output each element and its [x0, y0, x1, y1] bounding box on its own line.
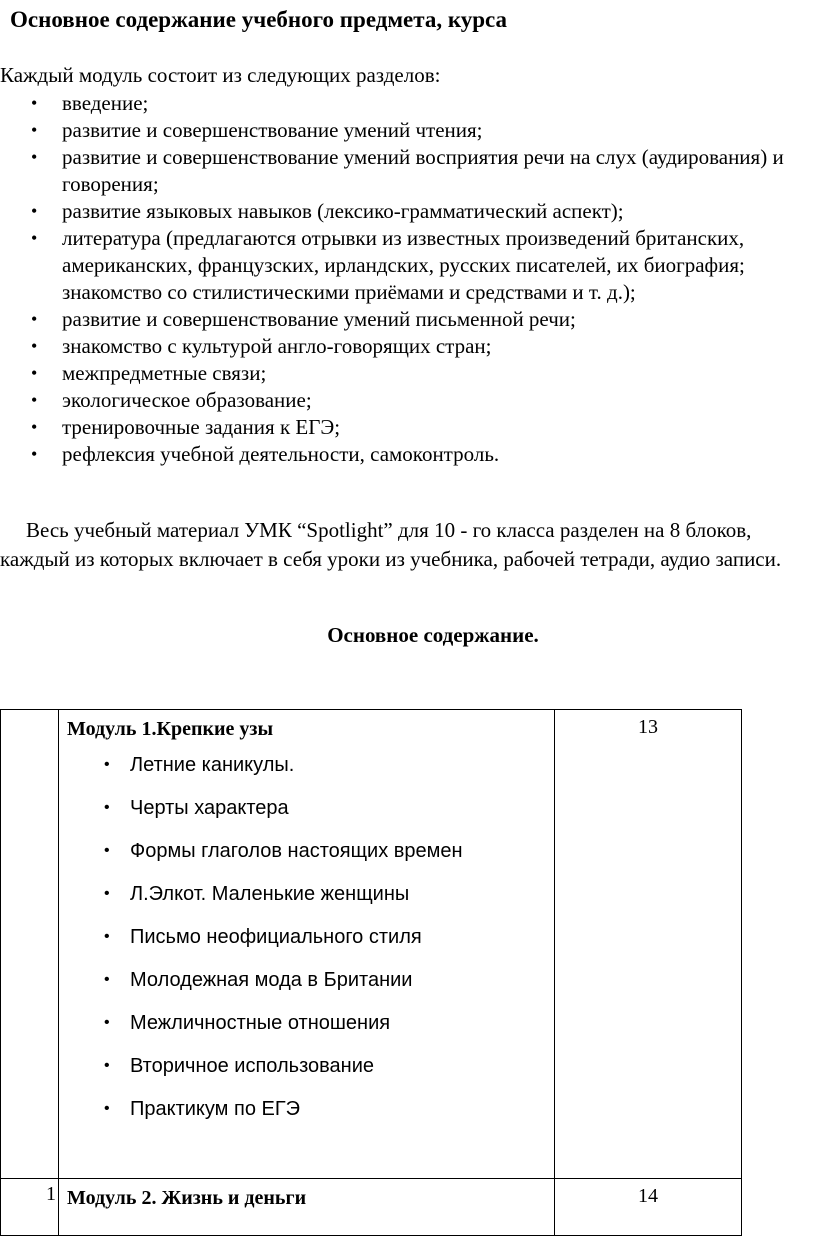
module-hours: 14 [638, 1185, 658, 1207]
module-content-cell [59, 710, 555, 1179]
list-item: • введение; [0, 90, 810, 117]
page-title: Основное содержание учебного предмета, курса [10, 7, 508, 32]
topic-item: • Межличностные отношения [59, 1007, 554, 1050]
description-paragraph: Весь учебный материал УМК “Spotlight” для 10 ‑ го класса разделен на 8 блоков, каждый из которых включает в себя уроки из учебника, рабочей тетради, аудио записи. [0, 518, 782, 571]
list-item: • развитие языковых навыков (лексико-грамматический аспект); [0, 198, 810, 225]
topic-item: • Формы глаголов настоящих времен [59, 835, 554, 878]
list-item: • развитие и совершенствование умений восприятия речи на слух (аудирования) и говорения; [0, 144, 810, 198]
list-item: • развитие и совершенствование умений чтения; [0, 117, 810, 144]
topic-item: • Л.Элкот. Маленькие женщины [59, 878, 554, 921]
content-heading: Основное содержание. [327, 623, 539, 647]
topic-item: • Практикум по ЕГЭ [59, 1093, 554, 1136]
modules-table [0, 709, 742, 1236]
list-item: • межпредметные связи; [0, 360, 810, 387]
topic-item: • Летние каникулы. [59, 749, 554, 792]
module-topics [59, 749, 554, 1136]
sections-list [0, 90, 810, 468]
topic-item: • Молодежная мода в Британии [59, 964, 554, 1007]
list-item: • литература (предлагаются отрывки из известных произведений британских, американских, французских, ирландских, русских писателей, их биография; знакомство со стилистическими приёмами и средствами и т. д.); [0, 225, 810, 306]
topic-item: • Письмо неофициального стиля [59, 921, 554, 964]
table-row [1, 1179, 742, 1236]
module-content-cell [59, 1179, 555, 1236]
intro-text: Каждый модуль состоит из следующих разделов: [0, 63, 441, 87]
list-item: • развитие и совершенствование умений письменной речи; [0, 306, 810, 333]
topic-item: • Черты характера [59, 792, 554, 835]
module-number-cell [1, 1179, 59, 1236]
module-hours-cell [555, 710, 742, 1179]
module-title: Модуль 2. Жизнь и деньги [67, 1187, 307, 1209]
list-item: • знакомство с культурой англо-говорящих стран; [0, 333, 810, 360]
module-number: 1 [46, 1183, 56, 1205]
table-row [1, 710, 742, 1179]
module-hours-cell [555, 1179, 742, 1236]
module-title: Модуль 1.Крепкие узы [67, 718, 274, 740]
list-item: • экологическое образование; [0, 387, 810, 414]
list-item: • тренировочные задания к ЕГЭ; [0, 414, 810, 441]
module-number-cell [1, 710, 59, 1179]
topic-item: • Вторичное использование [59, 1050, 554, 1093]
module-number [56, 723, 58, 727]
module-hours: 13 [638, 716, 658, 738]
list-item: • рефлексия учебной деятельности, самоконтроль. [0, 441, 810, 468]
